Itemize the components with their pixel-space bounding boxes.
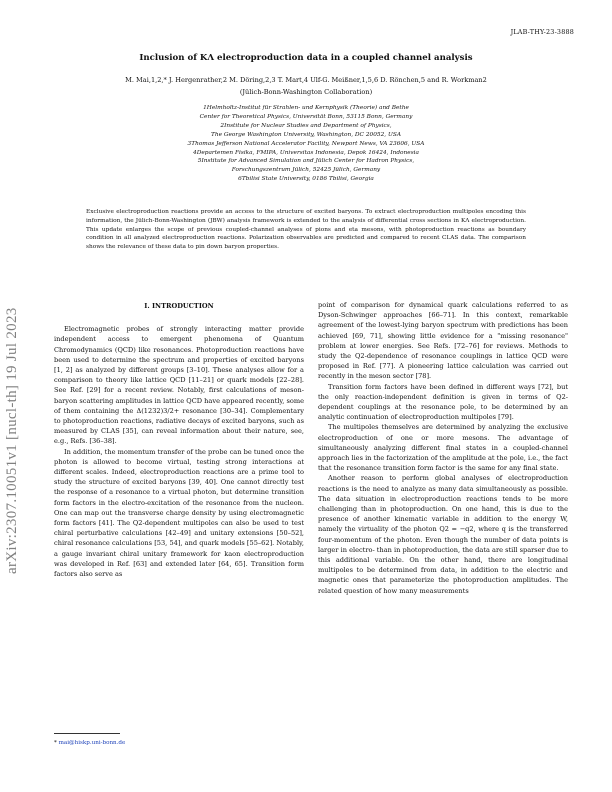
abstract: Exclusive electroproduction reactions provide an access to the structure of excited baryons. To extract electroproduction multipoles encoding this information, the Jülich-Bonn-Washington (JBW) analysis framework is extended to the analysis of differential cross sections in KΛ electroproduction. This update enlarges the scope of previous coupled-channel analyses of pions and eta mesons, with photoproduction reactions as boundary condition in all analyzed electroproduction reactions. Polarization observables are predicted and compared to recent CLAS data. The comparison shows the relevance of these data to pin down baryon properties. [86,209,526,251]
affiliation-line: 5Institute for Advanced Simulation and Jülich Center for Hadron Physics, [197,158,415,165]
paper-title: Inclusion of KΛ electroproduction data in a coupled channel analysis [139,53,473,63]
arxiv-stamp[interactable]: arXiv:2307.10051v1 [nucl-th] 19 Jul 2023 [4,307,20,574]
paragraph: point of comparison for dynamical quark calculations referred to as Dyson-Schwinger approaches [66–71]. In this context, remarkable agreement of the lowest-lying baryon spectrum with predictions has been achieved [69, 71], showing little evidence for a "missing resonance" problem at lower energies. See Refs. [72–76] for reviews. Methods to study the Q2-dependence of resonance couplings in lattice QCD were proposed in Ref. [77]. A pioneering lattice calculation was carried out recently in the meson sector [78]. [318,301,568,381]
email-link[interactable]: mai@hiskp.uni-bonn.de [58,740,126,746]
affiliation-line: Center for Theoretical Physics, Universität Bonn, 53115 Bonn, Germany [199,113,413,120]
author-list: M. Mai,1,2,* J. Hergenrather,2 M. Döring,2,3 T. Mart,4 Ulf-G. Meißner,1,5,6 D. Rönchen,5 and R. Workman2 [125,76,487,84]
paragraph: Electromagnetic probes of strongly interacting matter provide independent access to emergent phenomena of Quantum Chromodynamics (QCD) like resonances. Photoproduction reactions have been used to determine the spectrum and properties of excited baryons [1, 2] as analyzed by different groups [3–10]. These analyses allow for a comparison to theory like lattice QCD [11–21] or quark models [22–28]. See Ref. [29] for a recent review. Notably, first calculations of meson-baryon scattering amplitudes in lattice QCD have appeared recently, some of them containing the Δ(1232)3/2+ resonance [30–34]. Complementary to photoproduction reactions, radiative decays of excited baryons, such as measured by CLAS [35], can reveal information about their nature, see, e.g., Refs. [36–38]. [54,325,304,446]
collaboration-name: (Jülich-Bonn-Washington Collaboration) [239,88,373,96]
paragraph: Another reason to perform global analyses of electroproduction reactions is the need to analyze as many data simultaneously as possible. The data situation in electroproduction reactions tends to be more challenging than in photoproduction. On one hand, this is due to the presence of another kinematic variable in addition to the energy W, namely the virtuality of the photon Q2 = −q2, where q is the transferred four-momentum of the photon. Even though the number of data points is larger in electro- than in photoproduction, the data are still sparser due to this additional variable. On the other hand, there are longitudinal multipoles to be determined from data, in addition to the electric and magnetic ones that parameterize the photoproduction amplitudes. The related question of how many measurements [318,474,568,595]
affiliation-line: The George Washington University, Washington, DC 20052, USA [210,131,402,138]
affiliation-line: 1Helmholtz-Institut für Strahlen- und Kernphysik (Theorie) and Bethe [203,105,409,111]
affiliation-line: 2Institute for Nuclear Studies and Department of Physics, [220,122,392,129]
footnote-divider [54,733,120,734]
paragraph: In addition, the momentum transfer of the probe can be tuned once the photon is allowed to become virtual, testing strong interactions at different scales. Indeed, electroproduction reactions are a prime tool to study the structure of excited baryons [39, 40]. One cannot directly test the response of a resonance to a virtual photon, but determine transition form factors in the electro-excitation of the resonance from the nucleon. One can map out the transverse charge density by using electromagnetic form factors [41]. The Q2-dependent multipoles can also be used to test chiral perturbative calculations [42–49] and unitary extensions [50–52], chiral resonance calculations [53, 54], and quark models [55–62]. Notably, a gauge invariant chiral unitary framework for kaon electroproduction was developed in Ref. [63] and extended later [64, 65]. Transition form factors also serve as [54,447,304,579]
affiliation-line: 3Thomas Jefferson National Accelerator Facility, Newport News, VA 23606, USA [187,140,425,147]
section-heading: I. INTRODUCTION [144,302,214,310]
paragraph: Transition form factors have been defined in different ways [72], but the only reaction-independent definition is given in terms of Q2-dependent couplings at the resonance pole, to be determined by an analytic continuation of electroproduction multipoles [79]. [318,382,568,422]
affiliations [80,104,532,184]
footnote-marker: * [54,740,57,746]
right-column [318,300,568,596]
affiliation-line: Forschungszentrum Jülich, 52425 Jülich, Germany [231,167,381,174]
footnote [54,740,125,746]
report-number: JLAB-THY-23-3888 [510,28,574,36]
paragraph: The multipoles themselves are determined by analyzing the exclusive electroproduction of one or more mesons. The advantage of simultaneously analyzing different final states in a coupled-channel approach lies in the factorization of the amplitude at the pole, i.e., the fact that the resonance transition form factor is the same for any final state. [318,423,568,473]
affiliation-line: 6Tbilisi State University, 0186 Tbilisi, Georgia [238,176,374,183]
affiliation-line: 4Departemen Fisika, FMIPA, Universitas Indonesia, Depok 16424, Indonesia [193,149,419,156]
left-column [54,300,304,579]
